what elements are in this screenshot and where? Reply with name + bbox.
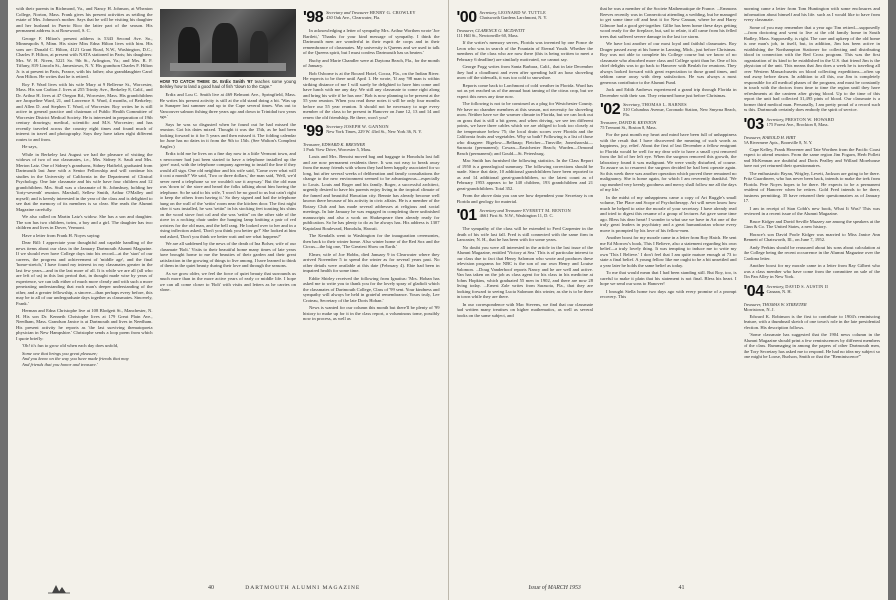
paragraph: For the past month my heart and mind have been full of unhappiness with the result that I have discovered the meaning of such words as happiness, joy, relief. About the first of last December a fellow emigrant to Florida would be well for my dear wife to have a small cyst removed from the lid of her left eye. When the surgeon removed this growth, the laboratory found it was malignant. We were vastly disturbed, of course. To assure us to resurrect the surgeon decided he had best operate again. So this week there was another operation which proved there remained no malignancy. She is home again, for which I am reverently thankful. 'We cup numbed very keenly goodness and mercy shall follow me all the days of my life.': [600, 132, 737, 192]
paragraph: Erdix and Lou C. Smith live at 469 Belmont Ave., Springfield, Mass. He writes his present activity is still at the old stand doing a bit. 'Was up to Sunapee last summer and up to the Cape several times. Was out to Vancouver salmon fishing three years ago and down to Trinidad two years ago.': [159, 92, 296, 119]
paragraph: I am in receipt of Stan Cobb's new book, What It Was? This was reviewed in a recent issue of the Alumni Magazine.: [743, 205, 880, 216]
treasurer-info: Treasurer, CLARENCE G. MCDAVITT 111 Hill St., Newtonville 60, Mass.: [456, 28, 525, 38]
paragraph: George Fogg writes from Santa Barbara, Calif., that in late December they had a cloudburst and even after spending half an hour shoveling snow off the sidewalk, it was too cold to snowshoe.: [456, 64, 593, 80]
left-column-3: [303, 6, 440, 576]
paragraph: The enthusiastic Bryan, Wrigley, Levett, Jackson are going to be there. Fritz Guardineer, who has never been back, intends to make the trek from Florida. Pete Noyes hopes to be there. He expects to be a permanent resident of Hanover when he retires. Gold Fred intends to be there, business permitting. 35 have returned their questionnaires as of January 17.: [743, 170, 880, 203]
class-year: '04: [743, 282, 764, 300]
class-heading-02: [600, 102, 737, 117]
class-heading-98: [303, 10, 440, 25]
paragraph: Reports come back to Larchmont of cold weather in Florida. Ward has not as yet reached us of the annual boat taming of the citrus crop, but we expect this news any time now.: [456, 82, 593, 99]
paragraph: I brought Stella home two days ago with every promise of a prompt recovery. This: [600, 288, 737, 299]
page-number: 40: [208, 585, 214, 591]
right-column-2: [600, 6, 737, 576]
photo-caption: [160, 79, 297, 89]
paragraph: To me that would mean that I had been standing still. But Roy, too, is careful to make it plain that his statement is not final. Bless his heart. I hope we send our sons to Hanover!: [600, 270, 737, 286]
paragraph: Horace's son David Poole Kidger was married to Miss Janice Ann Bennett of Chatsworth, Ill., on June 7, 1952.: [743, 231, 880, 242]
paragraph: Roy F. Ward lives with his wife Mary at 9 Bellevue St., Worcester, Mass. His son Carlton J. lives at 255 Trinity Ave., Berkeley 8, Calif., and Dr. Arthur H. lives at 47 Oregon Rd., Worcester, Mass. His grandchildren are Jacqueline Ward, 21, and Lawrence S. Ward, 4 months, of Berkeley; and Allen D. and Stephen T. Ward, of Worcester. Roy writes he is still active in general practice and chairman of Public Health Committee of Worcester District Medical Society. He is interested in preparation of 19th century drawings; medical, scientific and M.S. Worcester; and has recently traveled across the country eight times and found much of interest in travel and photography. Says they have taken eight different routes to and from.: [16, 81, 153, 142]
treasurer-info: Treasurer, DAVID B. KEYSTON 75 Tremont St., Boston 8, Mass.: [600, 120, 657, 130]
paragraph: Elmer, wife of Joe Hobbs, died January 9 in Clearwater where they arrived November 5 to spend the winter as for several years past. No other details were available at this date (February 4). Ebie had been in impaired health for some time.: [303, 251, 440, 273]
paragraph: Dear Bill: I appreciate your thoughtful and capable handling of the news items about our class in the January Dartmouth Alumni Magazine. If we should ever have College days into his record—at the 'start' of our careers, the progress and achievement of 'middle age', and the final 'home-stretch,' I have found my interest in my classmates greater in the last few years—and in the last more of all. It is while we are all (all who are left of us) in this last period that, in thought made wise by years of experience, we can talk either of much more clearly and with such a more penetrating understanding that each man's deeper understanding of the other, and a greater fellowship, a sincere—than perhaps every before, this may be to all of our undergraduate days together as classmates. Sincerely, Frank.': [16, 240, 153, 306]
paragraph: No doubt you were all interested in the article in the last issue of the Alumni Magazine, entitled 'Victory at Sea.' This is of particular interest to our class due to fact that Henry Salomon who wrote and produces these television programs for NBC is the son of our own Henry and Louise Salomon. ...Doug Vanderhoof reports Nancy and he are well and active. Van has taken on the job as class agent for his class in his medicine at Johns Hopkins, which graduated 55 men in 1902, and there are now 28 living today. ...Ernest Zale writes from Sarasota, Fla., that they are looking forward to seeing Lucia Salomon this winter, as she is to be there in town while they are there.: [456, 244, 593, 299]
paragraph: If the writer's memory serves, Florida was invented by one Ponce de Leon who was in search of the Fountain of Eternal Youth. Whether the members of the class who are now there (this is being written to meet a February 6 deadline) are similarly motivated, we cannot say.: [456, 40, 593, 62]
fish-table: [170, 63, 287, 71]
class-officers: Secretary, DAVID S. AUSTIN II Canaan, N. H.: [766, 283, 829, 294]
paragraph: We are all saddened by the news of the death of Ina Bolser, wife of our classmate 'Bolt.' Visits to their beautiful home many times of late years have brought home to me the beauties of their garden and their great satisfaction in the growing of things to live among. I have learned to think of them in the quiet beauty during their love and through the seasons.: [159, 241, 296, 268]
paragraph: Another boost for my morale came in a letter from Roy Hatch. He sent me Ed Morrow's book, This I Believe, also a statement regarding his own belief—a truly lovely thing. It was tempting to induce me to write my own 'This I Believe.' I don't feel that I am quite mature enough at 73 to state a final belief. A young fellow like me ought to be a bit unsettled and a year later he holds the same belief as today.: [600, 235, 737, 268]
paragraph: Edward K. Robinson is the first to contribute to 1904's reminiscing feature, with a thumbnail sketch of one town's role in the late presidential election. His description follows.: [743, 313, 880, 330]
paragraph: We have lost another of our most loyal and faithful classmates. Roy Drager passed away at his home in Lansing, Mich., just before Christmas. Roy was not able to complete his College course but we know of no classmate who absorbed more class and College spirit than he. One of his chief delights was to go back to Hanover with Beulah for reunions. They always looked forward with great expectation to those grand times, and seldom came away with deep satisfaction. He was always a most generous contributor to the Alumni Fund.: [600, 41, 737, 85]
class-heading-99: [303, 124, 440, 139]
page-number: 41: [678, 585, 685, 591]
fishing-photo: [160, 9, 297, 77]
class-year: '01: [456, 207, 477, 224]
tree-ornament-icon: [48, 582, 70, 594]
treasurer-info: Treasurer, EDWARD K. BRENNER 1 Park View Drive, Worcester 5, Mass.: [303, 142, 372, 152]
class-heading-03: [744, 117, 881, 132]
paragraph: In the midst of my unhappiness came a copy of Art Ruggle's small volume, The Place and Scope of Psychotherapy. Art will never know how much he helped to raise the morale of your secretary. I have already read and tried to digest this resume of a group of lectures Art gave some time ago. Bless his dear heart! I wonder to what use we have in Art one of the truly great leaders in psychiatry and a great humanitarian whose every move is prompted by his love of his fellow-men.: [600, 194, 737, 233]
paragraph: Bruce Kidger and David Seville Muzzey are among the speakers at the Ginn & Co. The United States, a new history.: [743, 218, 880, 229]
paragraph: George F. Hilton's present address is 5343 Second Ave. So., Minneapolis 9, Minn. His sister Miss Edna Hilton lives with him. His sons are: Donald C. Hilton, 4121 Grant Road, N.W., Washington, D.C.; Charles F. Hilton, at present with NATA stationed in Paris; his daughters: Mrs. W. H. Niven, 5221 So. 9th St., Arlington, Va.; and Mrs. R. F. Tiffany, 819 Lincoln St., Jamestown, N. Y. His grandson Charles F. Hilton Jr. is at present in Paris, France, with his father; also granddaughter Carol Ann Hilton. He writes that he is retired.: [16, 35, 153, 79]
class-officers: Secretary JOSEPH W. GANNON New York Times, 229 W. 43rd St., New York 36, N. Y.: [326, 124, 422, 134]
paragraph: with their parents in Richmond, Va., and Nancy H. Johnson, at Wheaton College, Norton, Mass. Frank gives his present activities as settling the estate of Mrs. Johnson's mother. Says that he will be visiting his daughter and her husband in Puerto Rico the latter part of the season. His permanent address is at Rosewood, S. C.: [16, 6, 153, 33]
right-column-3: [744, 6, 881, 576]
left-column-1: [16, 6, 153, 576]
paragraph: Cape Kelley, Frank Heavener and Tate Worthen from the Pacific Coast expect to attend reunion. From the same region Jim Fogarn, Herb Pollett and McKennan are doubtful and Doris Pealley and Willard Morehouse have not yet returned their questionnaires.: [743, 146, 880, 168]
paragraph: Herman and Edna Christophe live at 108 Blodgett St., Manchester, N. H. His son Dr. Kenneth Christophe lives at 179 Great Plain Ave., Needham, Mass. Grandson Janice is at Dartmouth and lives in Needham. His present activity he reports as 'the last surviving thematopoeia physician in New Hampshire.' Christophe sends a loop poem from which I quote briefly:: [16, 308, 153, 341]
poem-line: Some one that brings you great pleasure;: [22, 350, 98, 356]
class-year: '98: [303, 9, 324, 26]
paragraph: morning came a letter from Tom Huntington with some enclosures and information about himself and his life. such as I would like to have from every classmate.: [743, 6, 880, 22]
left-column-2: [160, 6, 297, 576]
paragraph: From the above data you can see how dependent your Secretary is on Florida and geology for material.: [456, 193, 593, 204]
class-heading-00: [457, 10, 594, 25]
paragraph: The sympathy of the class will be extended to Fred Carpenter in the death of his wife last fall. Fred is still connected with the same firm in Lancaster, N. H., that he has been with for some years.: [456, 226, 593, 242]
right-page: [449, 0, 889, 600]
class-heading-04: [744, 284, 881, 299]
magazine-title: DARTMOUTH ALUMNI MAGAZINE: [245, 585, 361, 591]
paragraph: Eddie Shirley received the following from Ignatius: 'Mrs. Hoban has asked me to write you to thank you for the lovely spray of gladioli which the classmates of Dartmouth College, Class of '99 sent. Your kindness and sympathy will always be held in grateful remembrance. Yours truly, Lee Croteau, Secretary of the late Doris Hoban.': [303, 275, 440, 303]
paragraph: Louis and Mrs. Benoist moved bag and baggage to Honolulu last fall and are now permanent residents there. It was not easy to break away from the many friends with whom they had been happily associated for so long, but after several weeks of deliberation and family consultations the change to the new environment seemed to be advantageous—especially to Louis. Louis and Roger and his family. Roger, a successful architect, urgently desired to have his parents enjoy living in the tropical climate of the famed and beautiful Hawaiian city. Bennie has already become well known there because of his activity in civic affairs. He is a member of the Rotary Club and has made several addresses at religious and social meetings. In late January he was engaged in completing three unfinished manuscripts and also a work on Shakespeare then already ready for publication. So he has plenty to do as he always has. His address is 1307 Kapiolani Boulevard, Honolulu, Hawaii.: [303, 154, 440, 231]
paragraph: Erdix told me he lives on a fine day now in a little Vermont town, and a newcomer had just been started to have a telephone installed up the 'gore' road, with the telephone company agreeing to install the line if they would all sign. One old neighbor and his wife said, 'Come over what will it cost a month?' We said, 'Two or three dollars,' the man said, 'Well, we'd never need a telephone so we wouldn't use it anyway.' But the old man was 'down to' the store and heard the folks talking about him having the telephone. So he said to his wife, 'I won't be no good to us but cain't right to keep the others from having it.' So they signed and had the telephone hung on the wall of the 'settin' room near the kitchen door. The first night after it was installed, he was 'settin'' in his stocking feet toasting his shins on the wood stove foot cal and she was 'settin'' on the other side of the stove in a rocking chair under the hanging lamp knitting a pair of red wristers for the old man, and the bell rang. He looked over to her and in a rising inflection asked, 'Don't you think you better go?' She looked at him and asked, 'Don't you think we better wait and see what happens?': [159, 151, 296, 239]
right-column-1: [457, 6, 594, 576]
class-officers: Secretary, THOMAS L. BARNES 310 Columbus Avenue, Coronado Station, New Smyrna Beach, Fla.: [623, 102, 737, 117]
class-year: '03: [743, 115, 764, 133]
paragraph: The Kendalls went to Washington for the inauguration ceremonies, then back to their winter home. Also winter home of the Red Sox and the Circus—the big one, 'The Greatest Show on Earth.': [303, 233, 440, 249]
paragraph: Jack and Edith Andrews experienced a grand trip through Florida in December with their son. They returned home just before Christmas.: [600, 87, 737, 98]
class-officers: Secretary, PRESTON W. HOWARD 175 Forest Ave., Brockton 8, Mass.: [766, 116, 835, 127]
paragraph: He says,: [22, 144, 38, 149]
class-year: '99: [303, 123, 324, 140]
left-page: [8, 0, 449, 600]
paragraph: Bob Osborne is at the Bocard Hotel, Cocoa, Fla., on the Indian River. He expects to be there until April 1. He wrote, 'If any '98 man is within striking distance of me I will surely be delighted to have him come and have lunch with me any day. We still any classmate to come right along and bring his wife if he has one.' Bob is now planning to be present at the 55 year reunion. When you read these notes it will be only four months before our 55 year reunion. It should not be necessary to urge every member of the class to be present in Hanover on June 12, 13 and 14 and renew the old friendship. Be there, won't you?: [303, 70, 440, 120]
class-officers: Secretary and Treasurer EVERETT M. BENTON 4661 First St. N.W., Washington 11, D. C.: [479, 208, 571, 218]
poem-line: And you know on the way you have made friends that may: [22, 356, 129, 361]
paragraph: Andy Perkins should be reassured about his sons about calculation at the College being the recent occurrence in the Alumni Magazine over the Cardona letter.: [743, 244, 880, 261]
paragraph: Have a letter from Frank H. Noyes saying:: [22, 232, 101, 238]
class-year: '02: [600, 101, 621, 118]
class-heading-01: [457, 208, 594, 223]
paragraph: In our correspondence with Mac Stevens, we find that our classmate had written many treatises on higher mathematics, as well as several books on the same subject, and: [456, 301, 593, 318]
left-footer: [8, 580, 448, 594]
treasurer-info: Treasurer, THOMAS W. STREETER Morristown, N. J.: [743, 301, 807, 312]
paragraph: 'Oh! it's fun to grow old when each day does unfold,: [22, 343, 119, 348]
poem: [22, 351, 153, 368]
class-officers: Secretary, LEONARD W. TUTTLE Chatsworth Gardens Larchmont, N. Y.: [479, 10, 548, 20]
paragraph: Mac Smith has furnished the following statistics. In the Class Report of 1950 is a genealogical summary. The following corrections should be made. Since that date, 10 additional grandchildren have been reported to us and 14 additional great-grandchildren, so the latest count as of February 1953 appears to be 140 children, 193 grandchildren and 21 great-grandchildren. Total 352.: [456, 158, 593, 191]
paragraph: News is wanted for our column this month but there'll be plenty of '99 history to make up for it in the class report, a voluminous tome, possibly now in process, as well as: [303, 305, 440, 321]
paragraph: Another boost for my morale came in a letter from Ray Gilbert who was a class member who have come from the committee on sale of the Tin Pan Alley in New York.: [743, 263, 880, 279]
paragraph: The following is not to be construed as a plug for Westchester County. We have no chamber members at this season, not necessity for shoveling snow. Neither have we the warmer climate in Florida, but we can look out on grass that is still a bit green, and when driving, we see ten different points, we have three cables which we are obliged to look too closely at the temperature below 75; the local drain scores over Florida and the California fruits and vegetables. Why so bath? Following is a list of those who disagree: Bigelow—Belknap; Fletcher—Tinsville; Joneshawski—Sarasota (permanent); Cowan—Eastchester Beach; Warden—Ormond Beach (permanent); and Gould—St. Petersburg.: [456, 101, 593, 156]
paragraph: As we grow older, we feel the force of quiet beauty that surrounds us much more than in the more active years of early or middle life. I hope we can all come closer to 'Bolt' with visits and letters as he carries on alone.: [159, 270, 296, 292]
caption-bold: HOW TO CATCH THEM: Dr. Erdix Smith '97: [159, 79, 253, 84]
paragraph: In acknowledging a letter of sympathy Mrs. Arthur Worthen wrote 'Joe Bartlett,' 'Thanks for your kind message of sympathy. I think the Dartmouth men are wonderful in their esprit de corps and in their remembrance of classmates. My university is Queens and we used to talk of the Queens spirit, but I must confess Dartmouth has us beaten.': [303, 28, 440, 55]
treasurer-info: Treasurer, HAROLD H. HIRT 5A Rivermere Apts., Boonville 8, N. Y.: [743, 134, 813, 145]
issue-date: Issue of MARCH 1953: [528, 585, 581, 591]
paragraph: We also called on Martin Latz's widow. She has a son and daughter. The son has two children, twins, a boy and a girl. The daughter has two children and lives in Dover, Vermont.: [16, 214, 153, 230]
class-year: '00: [456, 9, 477, 26]
paragraph: that he was a member of the Societe Mathematique de France. ...Emmons Reeves recently was in Connecticut attending a wedding, but he managed to get some time off and beat it for New Canaan, where he and Harry Gilmore had a good get-together. Gillie has been home these days getting wood ready for the fireplace, but, sad to relate, it all came from his felled trees that suffered severe damage in the last ice storm.: [600, 6, 737, 39]
right-footer: [449, 580, 889, 594]
paragraph: 'Some classmate has suggested that the 1904 news column in the Alumni Magazine should print a few reminiscences by different members of the class. Rummaging in among the papers of other Dartmouth men, the Tory Secretary has asked me to respond. He had no idea my subject so one might be Loose, Burlson, Smith or that the "Reminiscence"': [743, 332, 880, 359]
paragraph: Some of you may remember that a year ago Tim retired—supposedly—from doctoring and went to live at the old family home in South Hadley, Mass. Supposedly, is right. The care and upkeep of the old home is one man's job, in itself, but, in addition, Jim has been active in establishing the Northampton Stationer for collecting and distributing blood in connection with the Red Cross program. This was the first organization of its kind to be established in the U.S. that friend Jim is the physician of the unit. This means that Jim does a week he is traveling all over Western Massachusetts on blood collecting expeditions—often up and away before dawn. In addition to all this, our Jim is completely responsible for all medical phases of the program, and must be constantly in touch with the doctors from time to time the region until they have refreshments at the canteen after giving blood. Up to the time of this report the unit had collected 31,495 pints of blood. Our classmate is a former third medical man. Personally, I am pretty proud of a record such as this. Dartmouth certainly does embody the spirit of service.: [743, 24, 880, 112]
class-officers: Secretary and Treasurer HENRY G. CROWLEY 430 Oak Ave., Clearwater, Fla.: [326, 10, 416, 20]
caption-text: teaches some young Belsley how to land a good haul of fish "down to the Cape.": [159, 79, 296, 89]
magazine-spread: [8, 0, 888, 600]
poem-line: And friends that you honor and treasure.': [22, 361, 98, 367]
paragraph: Buchy and Marie Chandler were at Daytona Beach, Fla., for the month of January.: [303, 57, 440, 68]
paragraph: While in Berkeley last August we had the pleasure of visiting the widows of two of our classmates, i.e., Mrs. Sidney S. Sauli and Mrs. Merton Latz. One of Sidney's grandsons, Sidney Hatfield, graduated from Dartmouth last June with a Senior Fellowship and will continue his studies in the University of California in the Department of Clinical Psychology. One late classmate and his wife have four children and 12 grandchildren. Mrs. Stull was a classmate of St. Johnsbury, holding her 'forty-seventh' reunion. Marshall, Sellew Smith, Arthur O'Malley and myself; and is keenly interested in the year of the class and is delighted to see that the memory of its members is so clear. She reads the Alumni Magazine carefully.: [16, 151, 153, 212]
paragraph: Says he was so disgusted when he found out he had missed the reunion. Got his dates mixed. Thought it was the 15th, as he had been looking forward to it for 5 years and then missed it. The folding calendar for June has no dates in it from the 9th to 15th. (See Walton's Compleat Angler.): [159, 121, 296, 149]
